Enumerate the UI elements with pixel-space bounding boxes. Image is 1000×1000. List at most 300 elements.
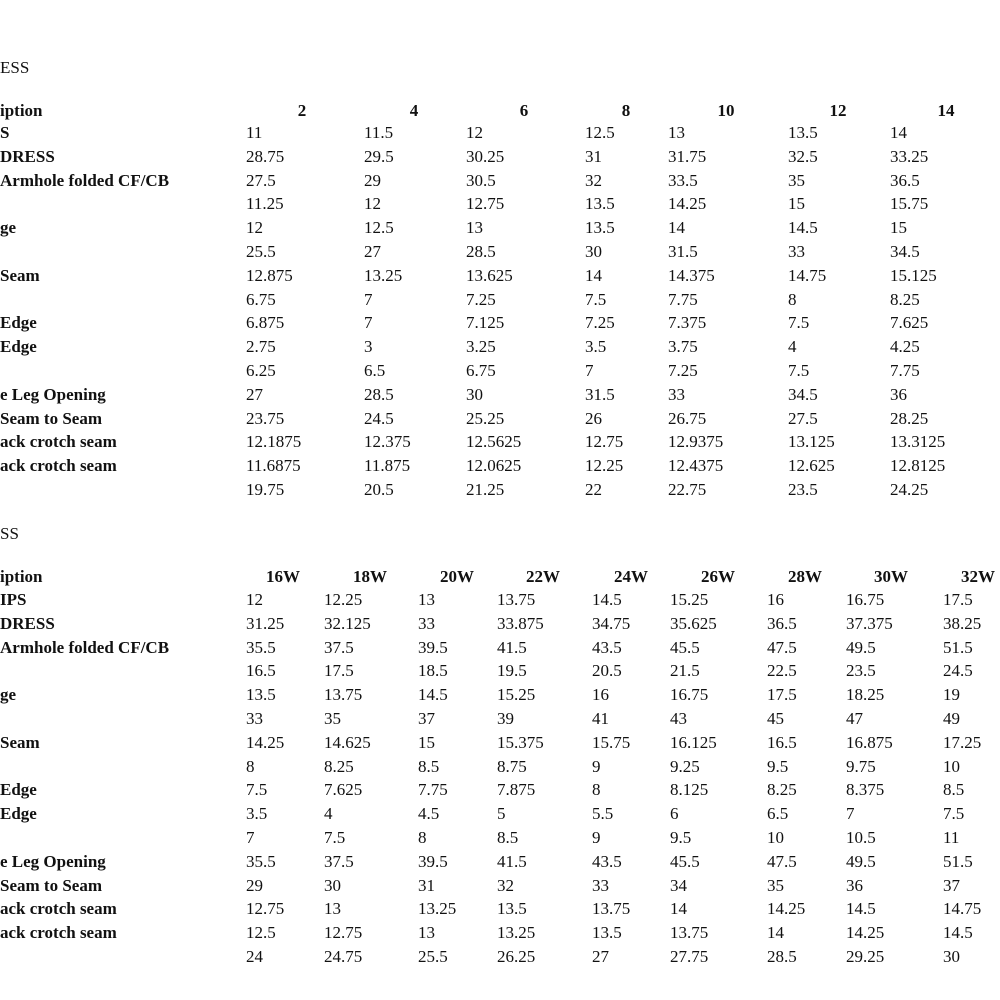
measurement-cell: 30.25 (466, 146, 505, 166)
measurement-cell: 7 (364, 289, 373, 309)
measurement-cell: 12.75 (324, 923, 363, 943)
measurement-cell: 13 (418, 590, 435, 609)
measurement-cell: 41 (592, 709, 609, 728)
row-label: IPS (0, 590, 27, 609)
measurement-cell: 14.625 (324, 732, 371, 752)
measurement-cell: 14.5 (943, 923, 973, 943)
measurement-cell: 7.125 (466, 313, 505, 333)
measurement-cell: 14.75 (943, 899, 982, 919)
measurement-cell: 11 (943, 828, 960, 847)
measurement-cell: 37.5 (324, 637, 354, 657)
measurement-cell: 12.375 (364, 432, 411, 452)
measurement-cell: 7 (585, 361, 594, 380)
measurement-cell: 33.5 (668, 170, 698, 190)
measurement-cell: 13 (466, 218, 483, 238)
measurement-cell: 7.5 (585, 289, 607, 309)
measurement-cell: 16 (592, 685, 609, 705)
measurement-cell: 8 (592, 780, 601, 800)
measurement-cell: 4.25 (890, 337, 920, 357)
measurement-cell: 14.5 (592, 590, 622, 609)
row-label: Edge (0, 780, 37, 800)
measurement-cell: 3 (364, 337, 373, 357)
measurement-cell: 9.25 (670, 756, 700, 776)
measurement-cell: 33 (246, 709, 263, 728)
row-label: S (0, 123, 10, 142)
measurement-cell: 31.5 (585, 384, 615, 404)
measurement-cell: 12.875 (246, 265, 293, 285)
measurement-cell: 14.25 (246, 732, 285, 752)
table-row (0, 146, 1000, 170)
measurement-cell: 16.5 (767, 732, 797, 752)
measurement-cell: 33 (418, 613, 435, 633)
measurement-cell: 8.5 (943, 780, 965, 800)
table-row (0, 217, 1000, 241)
measurement-cell: 14 (670, 899, 687, 919)
measurement-cell: 12.9375 (668, 432, 724, 452)
size-header: 28W (788, 567, 822, 586)
measurement-cell: 3.5 (585, 337, 607, 357)
measurement-cell: 39.5 (418, 637, 448, 657)
measurement-cell: 13.5 (585, 218, 615, 238)
measurement-cell: 29.25 (846, 947, 885, 966)
measurement-cell: 4.5 (418, 804, 440, 824)
table-row (0, 122, 1000, 146)
table-row (0, 431, 1000, 455)
measurement-cell: 47 (846, 709, 863, 728)
measurement-cell: 45 (767, 709, 784, 728)
measurement-cell: 3.25 (466, 337, 496, 357)
table-row (0, 708, 1000, 732)
measurement-cell: 15.25 (670, 590, 709, 609)
measurement-cell: 28.25 (890, 408, 929, 428)
measurement-cell: 15 (890, 218, 907, 238)
measurement-cell: 26.75 (668, 408, 707, 428)
measurement-cell: 47.5 (767, 851, 797, 871)
measurement-cell: 3.75 (668, 337, 698, 357)
row-label: ge (0, 218, 17, 238)
size-header: 6 (519, 101, 529, 120)
measurement-cell: 23.75 (246, 408, 285, 428)
measurement-cell: 35 (788, 170, 805, 190)
measurement-cell: 14 (767, 923, 784, 943)
measurement-cell: 24.5 (364, 408, 394, 428)
measurement-cell: 49.5 (846, 851, 876, 871)
measurement-cell: 14.25 (668, 194, 707, 214)
table-row (0, 265, 1000, 289)
measurement-cell: 12.5625 (466, 432, 522, 452)
size-header: 22W (526, 567, 560, 586)
measurement-cell: 13 (324, 899, 341, 919)
measurement-cell: 7 (246, 828, 255, 847)
measurement-cell: 17.5 (767, 685, 797, 705)
measurement-cell: 10.5 (846, 828, 876, 847)
row-label: DRESS (0, 613, 55, 633)
measurement-cell: 35 (767, 875, 784, 895)
measurement-cell: 14 (890, 123, 907, 142)
measurement-cell: 13.5 (788, 123, 818, 142)
measurement-cell: 34.75 (592, 613, 631, 633)
measurement-cell: 43.5 (592, 851, 622, 871)
measurement-cell: 13.75 (497, 590, 536, 609)
measurement-cell: 29 (246, 875, 263, 895)
measurement-cell: 15.75 (890, 194, 929, 214)
table-row (0, 803, 1000, 827)
measurement-cell: 7.625 (890, 313, 929, 333)
row-label: ge (0, 685, 17, 705)
measurement-cell: 37 (943, 875, 960, 895)
measurement-cell: 11.5 (364, 123, 394, 142)
measurement-cell: 45.5 (670, 851, 700, 871)
measurement-cell: 14.25 (767, 899, 806, 919)
measurement-cell: 27.5 (788, 408, 818, 428)
measurement-cell: 8 (418, 828, 427, 847)
measurement-cell: 35.5 (246, 637, 276, 657)
size-header: 4 (409, 101, 419, 120)
measurement-cell: 12.75 (466, 194, 505, 214)
measurement-cell: 39.5 (418, 851, 448, 871)
measurement-cell: 51.5 (943, 851, 973, 871)
measurement-cell: 19.5 (497, 661, 527, 681)
row-label: ack crotch seam (0, 899, 117, 919)
measurement-cell: 35.625 (670, 613, 717, 633)
measurement-cell: 51.5 (943, 637, 973, 657)
measurement-cell: 17.5 (943, 590, 973, 609)
row-label: Seam (0, 265, 40, 285)
measurement-cell: 15 (418, 732, 435, 752)
header-description-label: iption (0, 101, 43, 120)
measurement-cell: 12.75 (246, 899, 285, 919)
row-label: DRESS (0, 146, 55, 166)
measurement-cell: 7.375 (668, 313, 707, 333)
measurement-cell: 13.75 (592, 899, 631, 919)
size-header: 2 (297, 101, 307, 120)
measurement-cell: 27 (246, 384, 263, 404)
measurement-cell: 6.5 (767, 804, 789, 824)
table-row (0, 170, 1000, 194)
measurement-cell: 15.375 (497, 732, 544, 752)
table-row (0, 613, 1000, 637)
measurement-cell: 39 (497, 709, 514, 728)
measurement-cell: 32.125 (324, 613, 371, 633)
measurement-cell: 10 (943, 756, 960, 776)
table-row (0, 193, 1000, 217)
measurement-cell: 6.75 (246, 289, 276, 309)
table-row (0, 756, 1000, 780)
measurement-cell: 14 (668, 218, 685, 238)
measurement-cell: 26.25 (497, 947, 536, 966)
measurement-cell: 5.5 (592, 804, 614, 824)
measurement-cell: 27 (592, 947, 609, 966)
measurement-cell: 22 (585, 480, 602, 499)
measurement-cell: 13.3125 (890, 432, 946, 452)
measurement-cell: 13.25 (418, 899, 457, 919)
measurement-cell: 35.5 (246, 851, 276, 871)
row-label: Edge (0, 313, 37, 333)
section-title: SS (0, 524, 19, 543)
measurement-cell: 31 (418, 875, 435, 895)
measurement-cell: 9.5 (670, 828, 692, 847)
measurement-cell: 33.875 (497, 613, 544, 633)
row-label: ack crotch seam (0, 456, 117, 476)
measurement-cell: 9.75 (846, 756, 876, 776)
measurement-cell: 9.5 (767, 756, 789, 776)
measurement-cell: 10 (767, 828, 784, 847)
measurement-cell: 5 (497, 804, 506, 824)
measurement-cell: 8.25 (324, 756, 354, 776)
size-header: 20W (440, 567, 474, 586)
measurement-cell: 22.5 (767, 661, 797, 681)
measurement-cell: 32 (585, 170, 602, 190)
measurement-cell: 41.5 (497, 637, 527, 657)
measurement-cell: 13.75 (670, 923, 709, 943)
table-row (0, 851, 1000, 875)
measurement-cell: 43 (670, 709, 687, 728)
measurement-cell: 14.75 (788, 265, 827, 285)
measurement-cell: 24.5 (943, 661, 973, 681)
header-description-label: iption (0, 567, 43, 586)
measurement-cell: 19.75 (246, 480, 285, 499)
measurement-cell: 33.25 (890, 146, 929, 166)
row-label: Seam to Seam (0, 408, 102, 428)
measurement-cell: 15.75 (592, 732, 631, 752)
table-header-row (0, 100, 1000, 124)
measurement-cell: 7.5 (943, 804, 965, 824)
measurement-cell: 13.5 (246, 685, 276, 705)
measurement-cell: 31.75 (668, 146, 707, 166)
measurement-cell: 12 (364, 194, 381, 214)
table-row (0, 360, 1000, 384)
measurement-cell: 21.25 (466, 480, 505, 499)
size-header: 16W (266, 567, 300, 586)
table-row (0, 408, 1000, 432)
measurement-cell: 11.25 (246, 194, 284, 214)
row-label: Edge (0, 804, 37, 824)
measurement-cell: 37.5 (324, 851, 354, 871)
size-header: 24W (614, 567, 648, 586)
measurement-cell: 8.75 (497, 756, 527, 776)
measurement-cell: 19 (943, 685, 960, 705)
measurement-cell: 24 (246, 947, 263, 966)
measurement-cell: 7 (364, 313, 373, 333)
measurement-cell: 32 (497, 875, 514, 895)
size-header: 26W (701, 567, 735, 586)
table-row (0, 312, 1000, 336)
measurement-cell: 35 (324, 709, 341, 728)
measurement-cell: 28.5 (364, 384, 394, 404)
measurement-cell: 17.25 (943, 732, 982, 752)
measurement-cell: 25.25 (466, 408, 505, 428)
measurement-cell: 33 (668, 384, 685, 404)
measurement-cell: 12 (246, 590, 263, 609)
measurement-cell: 9 (592, 756, 601, 776)
measurement-cell: 28.5 (466, 242, 496, 261)
measurement-cell: 8 (788, 289, 797, 309)
measurement-cell: 37.375 (846, 613, 893, 633)
measurement-cell: 7.75 (668, 289, 698, 309)
measurement-cell: 12.5 (364, 218, 394, 238)
measurement-cell: 36.5 (890, 170, 920, 190)
measurement-cell: 23.5 (788, 480, 818, 499)
measurement-cell: 8.25 (767, 780, 797, 800)
row-label: e Leg Opening (0, 851, 106, 871)
measurement-cell: 27.75 (670, 947, 709, 966)
measurement-cell: 13.5 (592, 923, 622, 943)
table-row (0, 637, 1000, 661)
size-header: 8 (621, 101, 631, 120)
table-row (0, 875, 1000, 899)
measurement-cell: 33 (592, 875, 609, 895)
measurement-cell: 36 (846, 875, 863, 895)
measurement-cell: 45.5 (670, 637, 700, 657)
measurement-cell: 7.25 (585, 313, 615, 333)
measurement-cell: 13 (668, 123, 685, 142)
measurement-cell: 13.5 (585, 194, 615, 214)
measurement-cell: 13 (418, 923, 435, 943)
measurement-cell: 12.4375 (668, 456, 724, 476)
measurement-cell: 16.875 (846, 732, 893, 752)
measurement-cell: 16.75 (846, 590, 885, 609)
table-row (0, 827, 1000, 851)
measurement-cell: 8.25 (890, 289, 920, 309)
measurement-cell: 15.25 (497, 685, 536, 705)
measurement-cell: 38.25 (943, 613, 982, 633)
measurement-cell: 32.5 (788, 146, 818, 166)
measurement-cell: 15.125 (890, 265, 937, 285)
table-row (0, 660, 1000, 684)
measurement-cell: 49.5 (846, 637, 876, 657)
measurement-cell: 21.5 (670, 661, 700, 681)
measurement-cell: 14.375 (668, 265, 715, 285)
measurement-cell: 41.5 (497, 851, 527, 871)
table-row (0, 241, 1000, 265)
measurement-cell: 11 (246, 123, 263, 142)
measurement-cell: 16 (767, 590, 784, 609)
measurement-cell: 22.75 (668, 480, 707, 499)
measurement-cell: 16.125 (670, 732, 717, 752)
measurement-cell: 18.25 (846, 685, 885, 705)
measurement-cell: 6 (670, 804, 679, 824)
table-row (0, 336, 1000, 360)
measurement-cell: 28.5 (767, 947, 797, 966)
size-header: 10 (717, 101, 735, 120)
measurement-cell: 30.5 (466, 170, 496, 190)
measurement-cell: 18.5 (418, 661, 448, 681)
size-header: 14 (937, 101, 955, 120)
measurement-cell: 47.5 (767, 637, 797, 657)
measurement-cell: 7.5 (246, 780, 268, 800)
measurement-cell: 29.5 (364, 146, 394, 166)
measurement-cell: 23.5 (846, 661, 876, 681)
table-row (0, 289, 1000, 313)
measurement-cell: 20.5 (364, 480, 394, 499)
measurement-cell: 33 (788, 242, 805, 261)
row-label: Seam (0, 732, 40, 752)
measurement-cell: 11.875 (364, 456, 411, 476)
measurement-cell: 26 (585, 408, 602, 428)
measurement-cell: 8.125 (670, 780, 709, 800)
row-label: Armhole folded CF/CB (0, 170, 170, 190)
row-label: ack crotch seam (0, 432, 117, 452)
measurement-cell: 30 (943, 947, 960, 966)
measurement-cell: 12 (466, 123, 483, 142)
size-header: 32W (961, 567, 995, 586)
measurement-cell: 13.25 (497, 923, 536, 943)
measurement-cell: 12.75 (585, 432, 624, 452)
measurement-cell: 14.5 (846, 899, 876, 919)
measurement-cell: 7.5 (788, 313, 810, 333)
measurement-cell: 13.75 (324, 685, 363, 705)
measurement-cell: 14.25 (846, 923, 885, 943)
measurement-cell: 31 (585, 146, 602, 166)
measurement-cell: 7 (846, 804, 855, 824)
measurement-cell: 34 (670, 875, 687, 895)
row-label: e Leg Opening (0, 384, 106, 404)
measurement-cell: 6.75 (466, 361, 496, 380)
measurement-cell: 43.5 (592, 637, 622, 657)
row-label: ack crotch seam (0, 923, 117, 943)
measurement-cell: 11.6875 (246, 456, 301, 476)
measurement-cell: 31.25 (246, 613, 285, 633)
measurement-cell: 12.625 (788, 456, 835, 476)
measurement-cell: 24.25 (890, 480, 929, 499)
measurement-cell: 6.5 (364, 361, 386, 380)
row-label: Seam to Seam (0, 875, 102, 895)
table-row (0, 479, 1000, 503)
measurement-cell: 7.75 (890, 361, 920, 380)
table-row (0, 779, 1000, 803)
measurement-cell: 30 (585, 242, 602, 261)
section-title: ESS (0, 58, 30, 77)
measurement-cell: 25.5 (418, 947, 448, 966)
measurement-cell: 25.5 (246, 242, 276, 261)
measurement-cell: 27 (364, 242, 381, 261)
table-row (0, 384, 1000, 408)
table-row (0, 455, 1000, 479)
table-row (0, 898, 1000, 922)
measurement-cell: 4 (324, 804, 333, 824)
measurement-cell: 8 (246, 756, 255, 776)
table-header-row (0, 566, 1000, 590)
measurement-cell: 30 (324, 875, 341, 895)
table-row (0, 946, 1000, 970)
measurement-cell: 12 (246, 218, 263, 238)
measurement-cell: 12.25 (324, 590, 363, 609)
measurement-cell: 3.5 (246, 804, 268, 824)
measurement-cell: 14 (585, 265, 602, 285)
measurement-cell: 7.25 (466, 289, 496, 309)
measurement-cell: 8.5 (497, 828, 519, 847)
measurement-cell: 12.25 (585, 456, 624, 476)
measurement-cell: 2.75 (246, 337, 276, 357)
measurement-cell: 14.5 (418, 685, 448, 705)
table-row (0, 589, 1000, 613)
table-row (0, 922, 1000, 946)
measurement-cell: 7.75 (418, 780, 448, 800)
size-header: 30W (874, 567, 908, 586)
measurement-cell: 12.8125 (890, 456, 946, 476)
measurement-cell: 13.625 (466, 265, 513, 285)
measurement-cell: 30 (466, 384, 483, 404)
measurement-cell: 12.5 (246, 923, 276, 943)
measurement-cell: 8.375 (846, 780, 885, 800)
measurement-cell: 7.875 (497, 780, 536, 800)
measurement-cell: 8.5 (418, 756, 440, 776)
measurement-cell: 7.5 (324, 828, 346, 847)
measurement-cell: 4 (788, 337, 797, 357)
measurement-cell: 29 (364, 170, 381, 190)
measurement-cell: 13.25 (364, 265, 403, 285)
measurement-cell: 49 (943, 709, 960, 728)
